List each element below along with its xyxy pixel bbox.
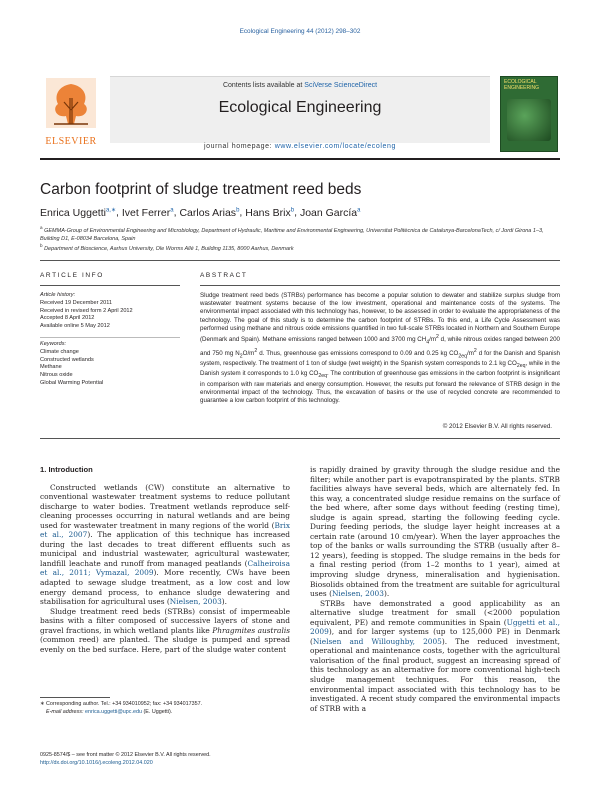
history-label: Article history: — [40, 292, 76, 298]
abstract-text: Sludge treatment reed beds (STRBs) performance has become a popular solution to dewater and stabilize surplus sludge from wastewater treatment systems because of the low investment, operational and maintenance costs of the systems. The environmental impact associated with this technology has, however, to be assessed in order to evaluate the appropriateness of the technology. The goal of this study is to determine the carbon footprint of STRBs. To this end, a Life Cycle Assessment was performed using methane and nitrous oxide emissions quantified in two full-scale STRBs located in Northern and Southern Europe (Denmark and Spain). Methane emissions ranged between 1000 and 3700 mg $CH_4/m^2$ d, while nitrous oxides ranged between 200 and 750 mg $N_2O/m^2$ d. Thus, greenhouse gas emissions correspond to 0.09 and 0.25 kg $CO_{2eq}/m^2$ d for the Danish and Spanish system, respectively. The treatment of 1 ton of sludge (wet weight) in the Spanish system corresponds to 2.1 kg $CO_{2eq}$, while in the Danish system it corresponds to 1.0 kg $CO_{2eq}$. The contribution of greenhouse gas emissions in the carbon footprint is insignificant in comparison with raw materials and energy consumption. However, the results put forward the relevance of STRB design in the environmental impact of the technology. Thus, the excavation of basins or the use of recycled concrete are recommended to guarantee a low carbon footprint of this technology. — [200, 292, 560, 405]
email-line: E-mail address: enrica.uggetti@upc.edu (E. Uggetti). — [46, 708, 173, 715]
publisher-name: ELSEVIER — [45, 136, 97, 147]
homepage-prefix: journal homepage: — [203, 143, 275, 150]
sciencedirect-link[interactable]: SciVerse ScienceDirect — [304, 82, 378, 89]
citation-link[interactable]: Nielsen, 2003 — [169, 597, 222, 607]
keyword: Methane — [40, 364, 62, 371]
paragraph: is rapidly drained by gravity through the sludge residue and the filter; while another part is evapotranspirated by the plants. STRB facilities always have several beds, which are alternately fed. In this way, a concentrated sludge residue remains on the surface of the bed where, after some days without feeding (resting time), sludge is again spread, starting the following feeding cycle. During feeding periods, the sludge layer height increases at a certain rate (around 10 cm/year). When the layer approaches the top of the banks or walls surrounding the STRB (usually after 8–12 years), feeding is stopped. The sludge remains in the beds for a final resting period (from 1–2 months to 1 year), aimed at improving sludge dryness, mineralisation and hygienisation. Biosolids obtained from the treatment are suitable for agricultural uses (Nielsen, 2003). — [310, 465, 560, 599]
author[interactable]: Hans Brix$^b$ — [245, 206, 295, 219]
paragraph: Constructed wetlands (CW) constitute an alternative to conventional wastewater treatment systems to reduce pollutant discharge to water bodies. Treatment wetlands reproduce self-cleaning processes occurring in natural wetlands and are being used for wastewater treatment in many regions of the world (Brix et al., 2007). The application of this technique has increased during the last decades to treat different effluents such as municipal and industrial wastewater, agricultural wastewater, landfill leachate and runoff from managed peatlands (Calheiroisa et al., 2011; Vymazal, 2009). More recently, CWs have been adapted to sewage sludge treatment, as a low cost and low energy demand process, to enhance sludge dewatering and stabilisation for agricultural uses (Nielsen, 2003). — [40, 482, 290, 607]
info-rule — [40, 285, 180, 286]
doi-link[interactable]: http://dx.doi.org/10.1016/j.ecoleng.2012.04.020 — [40, 759, 153, 766]
affiliation: $^a$ GEMMA-Group of Environmental Engineering and Microbiology, Department of Hydraulic, Maritime and Environmental Engineering, Universitat Politècnica de Catalunya-BarcelonaTech, c/ Jordi Girona 1–3, Building D1, E-08034 Barcelona, Spain — [40, 225, 544, 243]
publication-meta — [40, 752, 290, 767]
keywords-rule — [40, 337, 180, 338]
author[interactable]: Joan García$^a$ — [299, 206, 361, 219]
elsevier-logo[interactable] — [40, 78, 102, 152]
affiliation-rule — [40, 260, 560, 261]
history-item: Accepted 8 April 2012 — [40, 315, 95, 322]
author[interactable]: Ivet Ferrer$^a$ — [121, 206, 174, 219]
citation-link[interactable]: Nielsen, 2003 — [331, 589, 384, 599]
keyword: Constructed wetlands — [40, 356, 94, 363]
abstract-rule — [200, 285, 560, 286]
author-list: Enrica Uggetti$^{a,∗}$, Ivet Ferrer$^a$, Carlos Arias$^b$, Hans Brix$^b$, Joan García$^a$ — [40, 206, 361, 219]
issn-line: 0925-8574/$ – see front matter © 2012 Elsevier B.V. All rights reserved. — [40, 752, 211, 758]
keyword: Global Warming Potential — [40, 379, 104, 386]
history-item: Available online 5 May 2012 — [40, 323, 110, 330]
keyword: Nitrous oxide — [40, 372, 73, 379]
homepage-link[interactable]: www.elsevier.com/locate/ecoleng — [274, 143, 397, 150]
footnote — [40, 697, 290, 716]
header-rule — [40, 158, 560, 160]
affiliation: $^b$ Department of Bioscience, Aarhus University, Ole Worms Allé 1, Building 1135, 8000 Aarhus, Denmark — [40, 243, 294, 252]
keyword: Climate change — [40, 348, 79, 355]
masthead — [40, 76, 560, 156]
author[interactable]: Enrica Uggetti$^{a,∗}$ — [40, 206, 116, 219]
journal-header-box — [110, 76, 490, 143]
paragraph: Sludge treatment reed beds (STRBs) consist of impermeable basins with a filter composed of successive layers of stone and gravel fractions, in which wetland plants like Phragmites australis (common reed) are planted. The sludge is pumped and spread evenly on the bed surface. Here, part of the sludge water content — [40, 606, 290, 654]
citation-link[interactable]: Nielsen and Willoughby, 2005 — [312, 636, 442, 646]
keywords — [40, 341, 160, 388]
journal-reference: Ecological Engineering 44 (2012) 298–302 — [239, 28, 361, 35]
history-item: Received 19 December 2011 — [40, 299, 113, 306]
body-rule — [40, 438, 560, 439]
author[interactable]: Carlos Arias$^b$ — [179, 206, 240, 219]
keywords-label: Keywords: — [40, 341, 67, 347]
article-title: Carbon footprint of sludge treatment reed beds — [40, 181, 362, 198]
body-right-column — [310, 465, 560, 713]
abstract-copyright: © 2012 Elsevier B.V. All rights reserved. — [442, 423, 552, 430]
contents-line — [110, 82, 490, 89]
article-history — [40, 292, 160, 331]
footnote-rule — [40, 697, 110, 698]
citation-link[interactable]: Uggetti et al., 2009 — [310, 617, 560, 637]
email-link[interactable]: enrica.uggetti@upc.edu — [84, 708, 142, 715]
abstract-heading: ABSTRACT — [200, 272, 248, 279]
cover-title: ECOLOGICAL ENGINEERING — [504, 79, 540, 91]
citation-link[interactable]: Calheiroisa et al., 2011; Vymazal, 2009 — [40, 558, 290, 578]
section-heading: 1. Introduction — [40, 465, 93, 474]
paragraph: STRBs have demonstrated a good applicability as an alternative sludge treatment for small (<2000 population equivalent, PE) and remote communities in Spain (Uggetti et al., 2009), and for larger systems (up to 125,000 PE) in Denmark (Nielsen and Willoughby, 2005). The reduced investment, operational and maintenance costs, together with the agricultural valorisation of the final product, suggest an increasing spread of this technology as an alternative for more conventional high-tech sludge management techniques. For this reason, the environmental impact associated with this technology has to be investigated. A recent study compared the environmental impacts of STRB with a — [310, 598, 560, 713]
cover-image — [507, 99, 551, 141]
corresponding-author: ∗ Corresponding author. Tel.: +34 934010952; fax: +34 934017357. — [40, 701, 203, 707]
journal-homepage-line — [110, 143, 490, 150]
elsevier-tree-icon — [46, 78, 96, 128]
journal-cover-thumbnail[interactable] — [500, 76, 558, 152]
journal-name: Ecological Engineering — [218, 99, 382, 116]
citation-link[interactable]: Brix et al., 2007 — [40, 520, 290, 540]
article-info-heading: ARTICLE INFO — [40, 272, 104, 279]
body-left-column — [40, 465, 290, 654]
contents-prefix: Contents lists available at — [222, 82, 305, 89]
history-item: Received in revised form 2 April 2012 — [40, 307, 133, 314]
